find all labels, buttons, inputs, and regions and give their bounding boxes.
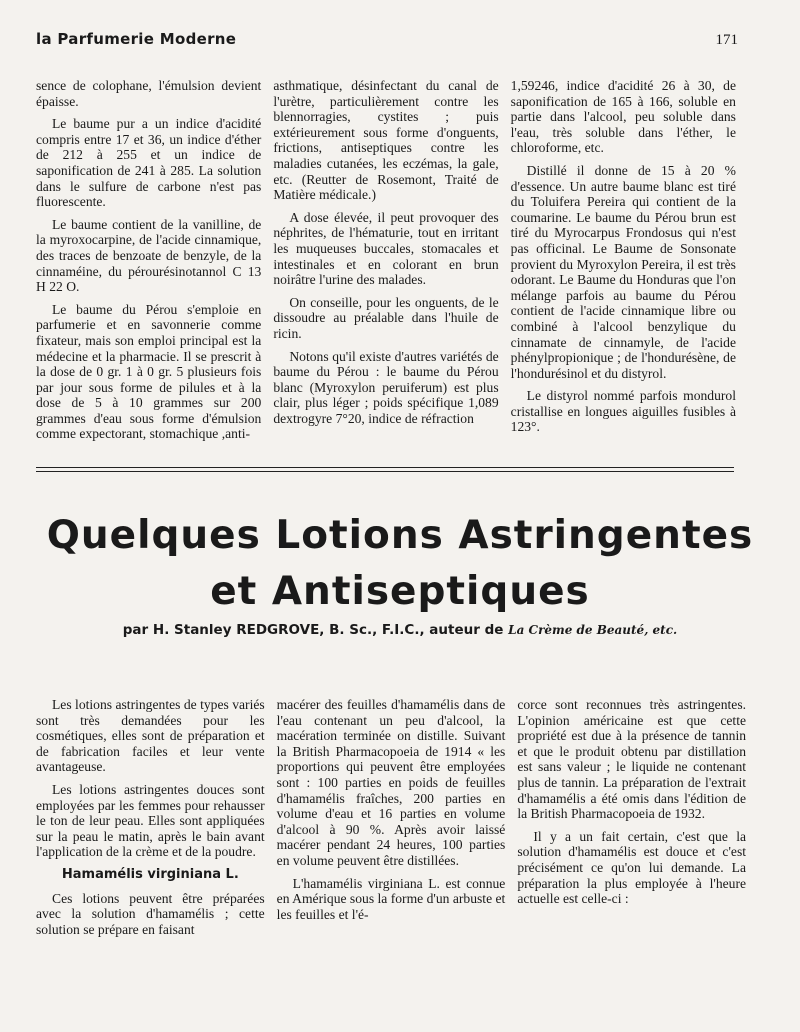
- article-body: [36, 697, 746, 944]
- top-column-1: [36, 78, 261, 449]
- page-number: 171: [715, 32, 738, 48]
- paragraph: On conseille, pour les onguents, de le dissoudre au préalable dans l'huile de ricin.: [273, 294, 499, 341]
- paragraph: 1,59246, indice d'acidité 26 à 30, de saponification de 165 à 166, soluble en partie dans l'alcool, peu soluble dans l'eau, très soluble dans l'éther, le chloroforme, etc.: [510, 78, 736, 156]
- article-title: [20, 508, 780, 620]
- top-article-continuation: [36, 78, 736, 449]
- paragraph: asthmatique, désinfectant du canal de l'urètre, particulièrement contre les blennorragies, cystites ; puis extérieurement sous forme d'onguents, frictions, antiseptiques contre les maladies cutanées, les eczémas, la gale, etc. (Reutter de Rosemont, Traité de Matière médicale.): [273, 78, 499, 203]
- section-heading: Hamamélis virginiana L.: [61, 866, 239, 882]
- paragraph: Il y a un fait certain, c'est que la solution d'hamamélis est douce et c'est précisément ce qu'on lui demande. La préparation la plus employée à l'heure actuelle est celle-ci :: [517, 828, 747, 907]
- paragraph: sence de colophane, l'émulsion devient épaisse.: [36, 78, 262, 109]
- paragraph: Notons qu'il existe d'autres variétés de baume du Pérou : le baume du Pérou blanc (Myroxylon peruiferum) est plus clair, plus léger ; poids spécifique 1,089 dextrogyre 7°20, indice de réfraction: [273, 348, 499, 426]
- paragraph: A dose élevée, il peut provoquer des néphrites, de l'hématurie, tout en irritant les muqueuses buccales, stomacales et intestinales et en colorant en brun noirâtre l'urine des malades.: [273, 209, 499, 288]
- article-title-line-2: et Antiseptiques: [210, 569, 590, 614]
- paragraph: Ces lotions peuvent être préparées avec la solution d'hamamélis ; cette solution se prépare en faisant: [36, 890, 265, 937]
- paragraph: Le baume du Pérou s'emploie en parfumerie et en savonnerie comme fixateur, mais son emploi principal est la médecine et la pharmacie. Il se prescrit à la dose de 0 gr. 1 à 0 gr. 5 plusieurs fois par jour sous forme de pilules et à la dose de 5 à 10 grammes sur 200 grammes d'eau sous forme d'émulsion comme expectorant, stomachique ,anti-: [36, 301, 262, 442]
- paragraph: Le distyrol nommé parfois mondurol cristallise en longues aiguilles fusibles à 123°.: [510, 388, 736, 435]
- body-column-3: [517, 697, 746, 944]
- running-head: [36, 30, 738, 49]
- top-column-2: [273, 78, 498, 449]
- body-column-1: [36, 697, 265, 944]
- paragraph: corce sont reconnues très astringentes. L'opinion américaine est que cette propriété est due à la présence de tannin et que le produit obtenu par distillation est sans valeur ; le liquide ne contenant plus de tannin. La préparation de l'extrait d'hamamélis a été omis dans l'édition de la British Pharmacopoeia de 1932.: [517, 697, 747, 822]
- paragraph: Les lotions astringentes douces sont employées par les femmes pour rehausser le ton de leur peau. Elles sont appliquées sur la peau le matin, après le bain avant l'application de la crème et de la poudre.: [36, 781, 265, 860]
- article-title-line-1: Quelques Lotions Astringentes: [46, 513, 754, 558]
- paragraph: Le baume pur a un indice d'acidité compris entre 17 et 36, un indice d'éther de 212 à 255 et un indice de saponification de 241 à 285. La solution dans le sulfure de carbone n'est pas fluorescente.: [36, 116, 262, 210]
- paragraph: L'hamamélis virginiana L. est connue en Amérique sous la forme d'un arbuste et les feuilles et l'é-: [276, 875, 506, 922]
- paragraph: Distillé il donne de 15 à 20 % d'essence. Un autre baume blanc est tiré du Toluifera Pereira qui contient de la coumarine. Le baume du Pérou brun est tiré du Myrocarpus Frondosus qui n'est pas officinal. Le Baume de Sonsonate provient du Myroxylon Pereira, il est très odorant. Le Baume du Honduras que l'on mélange parfois au baume du Pérou contient de l'acide cinnamique libre ou combiné à l'alcool benzylique du cinnamate de cinnamyle, de l'acide phénylpropionique ; de l'hondurésène, de l'hondurésinol et du distyrol.: [510, 162, 736, 381]
- paragraph: macérer des feuilles d'hamamélis dans de l'eau contenant un peu d'alcool, la macération terminée on distille. Suivant la British Pharmacopoeia de 1914 « les proportions qui peuvent être employées sont : 100 parties en poids de feuilles d'hamamélis fraîches, 200 parties en volume d'eau et 16 parties en volume d'alcool à 90 %. Après avoir laissé macérer pendant 24 heures, 100 parties en volume peuvent être distillées.: [276, 697, 506, 868]
- byline-author: par H. Stanley REDGROVE, B. Sc., F.I.C., auteur de: [122, 622, 504, 638]
- top-column-3: [511, 78, 736, 449]
- section-divider: [36, 467, 734, 475]
- byline-book-title: La Crème de Beauté, etc.: [508, 623, 678, 637]
- body-column-2: [277, 697, 506, 944]
- journal-title: la Parfumerie Moderne: [36, 30, 237, 48]
- paragraph: Les lotions astringentes de types variés sont très demandées pour les cosmétiques, elles sont de préparation et de fabrication faciles et leur vente avantageuse.: [36, 697, 265, 775]
- byline: [20, 622, 780, 638]
- paragraph: Le baume contient de la vanilline, de la myroxocarpine, de l'acide cinnamique, des traces de benzoate de benzyle, de la cinnaméine, du pérourésinotannol C 13 H 22 O.: [36, 216, 262, 295]
